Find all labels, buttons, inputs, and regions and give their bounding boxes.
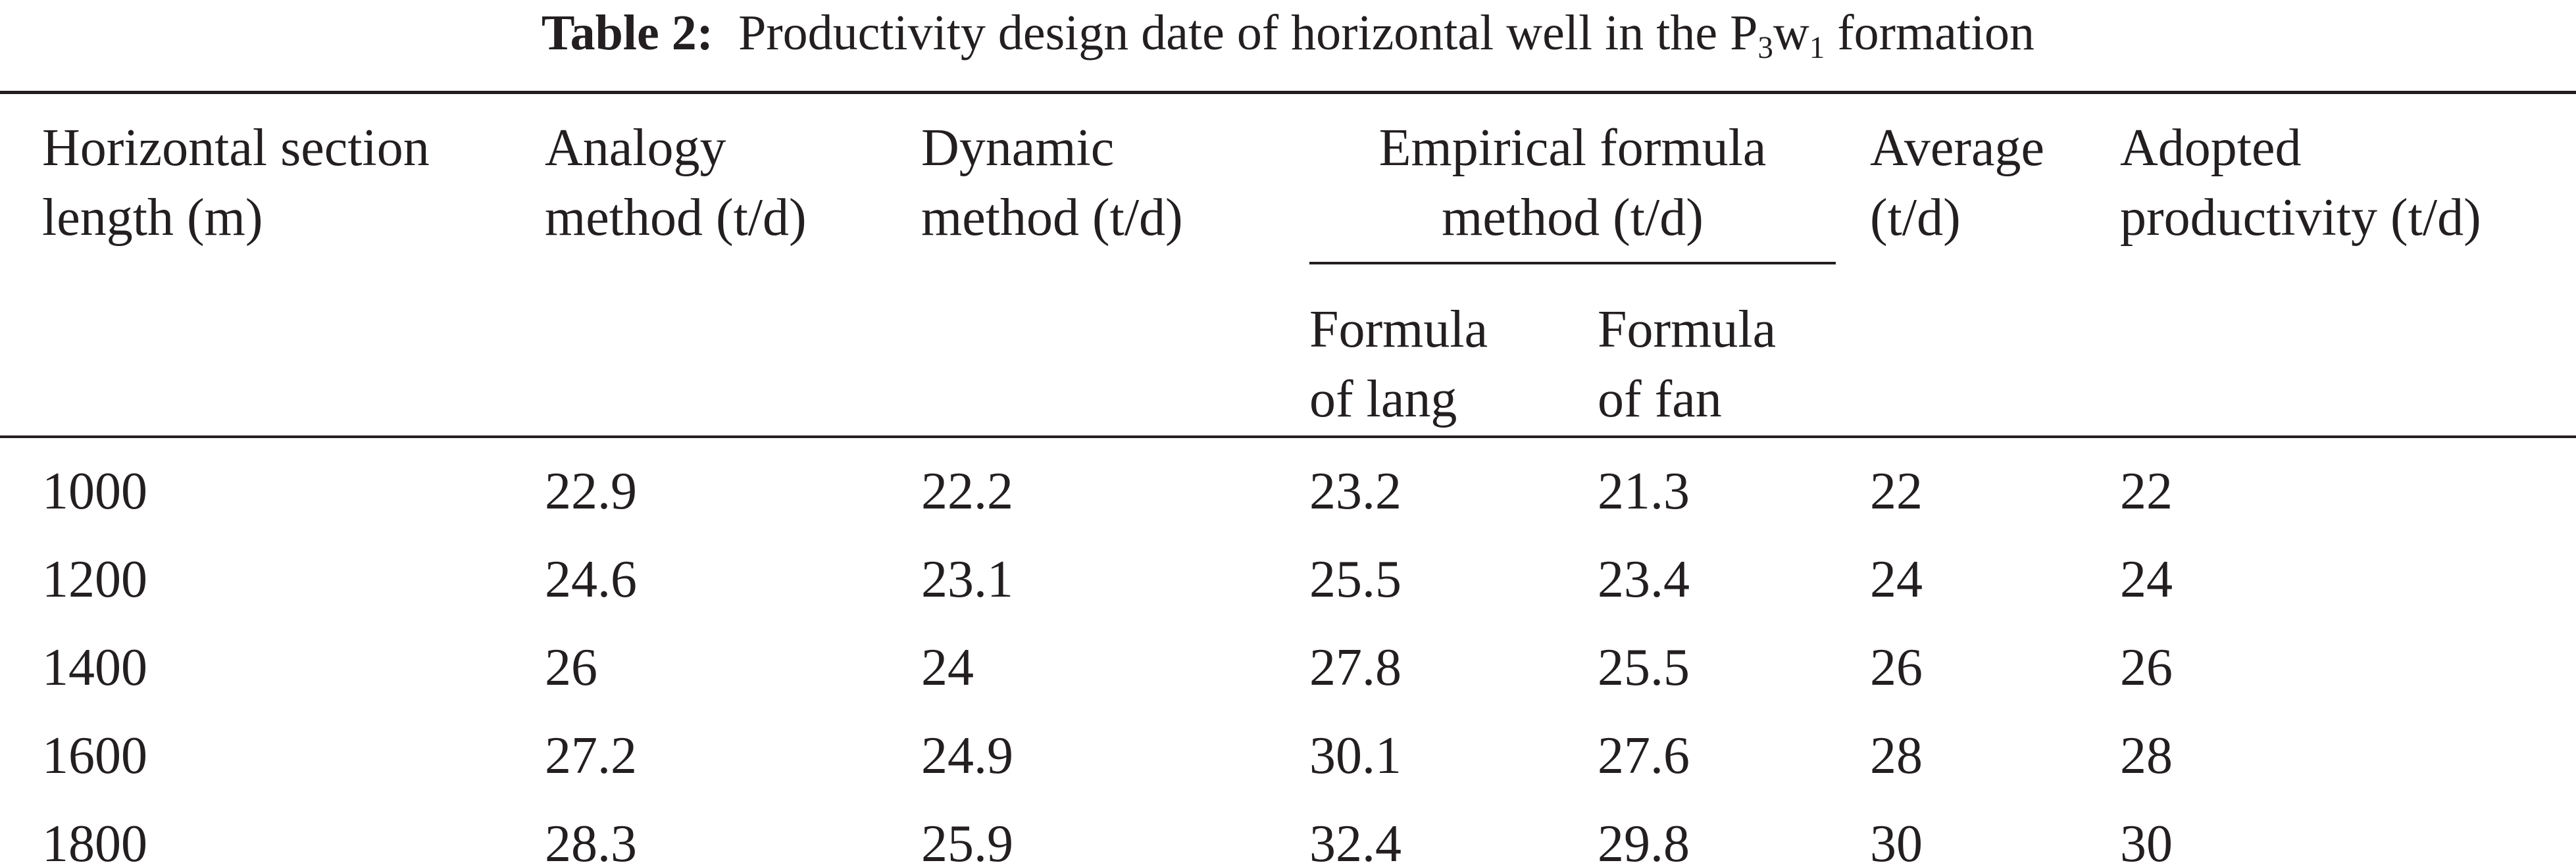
header-adopted-line2: productivity (t/d) — [2120, 189, 2481, 247]
header-dynamic-line2: method (t/d) — [921, 189, 1183, 247]
cell-average: 22 — [1870, 462, 1923, 520]
header-average-line1: Average — [1870, 119, 2044, 177]
cell-adopted: 30 — [2120, 815, 2173, 867]
header-dynamic-line1: Dynamic — [921, 119, 1115, 177]
cell-analogy: 26 — [545, 639, 597, 697]
empirical-spanner-rule — [1309, 262, 1836, 264]
cell-analogy: 27.2 — [545, 727, 637, 785]
caption-text-mid: w — [1773, 5, 1809, 61]
header-average — [1870, 113, 2044, 253]
header-lang — [1309, 295, 1488, 434]
header-fan-line1: Formula — [1598, 301, 1777, 359]
cell-length: 1400 — [42, 639, 147, 697]
cell-length: 1000 — [42, 462, 147, 520]
cell-lang: 23.2 — [1309, 462, 1402, 520]
header-length-line2: length (m) — [42, 189, 263, 247]
header-empirical-line1: Empirical formula — [1378, 119, 1767, 177]
table-caption — [0, 0, 2576, 66]
header-bottom-rule — [0, 435, 2576, 438]
cell-lang: 32.4 — [1309, 815, 1402, 867]
header-lang-line2: of lang — [1309, 370, 1457, 428]
header-length-line1: Horizontal section — [42, 119, 430, 177]
cell-fan: 23.4 — [1598, 551, 1690, 608]
cell-fan: 21.3 — [1598, 462, 1690, 520]
cell-dynamic: 22.2 — [921, 462, 1013, 520]
caption-text-after: formation — [1825, 5, 2035, 61]
caption-subscript-2: 1 — [1809, 31, 1825, 66]
cell-dynamic: 24.9 — [921, 727, 1013, 785]
cell-adopted: 28 — [2120, 727, 2173, 785]
cell-fan: 27.6 — [1598, 727, 1690, 785]
header-adopted-line1: Adopted — [2120, 119, 2302, 177]
cell-adopted: 26 — [2120, 639, 2173, 697]
header-analogy — [545, 113, 807, 253]
table-top-rule — [0, 91, 2576, 94]
cell-analogy: 28.3 — [545, 815, 637, 867]
header-empirical-line2: method (t/d) — [1442, 189, 1704, 247]
header-fan — [1598, 295, 1776, 434]
cell-dynamic: 23.1 — [921, 551, 1013, 608]
cell-average: 26 — [1870, 639, 1923, 697]
cell-fan: 25.5 — [1598, 639, 1690, 697]
cell-adopted: 22 — [2120, 462, 2173, 520]
cell-lang: 25.5 — [1309, 551, 1402, 608]
cell-length: 1800 — [42, 815, 147, 867]
caption-text-before: Productivity design date of horizontal well in the P — [738, 5, 1758, 61]
cell-adopted: 24 — [2120, 551, 2173, 608]
cell-average: 30 — [1870, 815, 1923, 867]
header-length — [42, 113, 430, 253]
cell-lang: 27.8 — [1309, 639, 1402, 697]
header-empirical — [1309, 113, 1836, 253]
cell-average: 28 — [1870, 727, 1923, 785]
caption-label: Table 2: — [541, 5, 714, 61]
cell-length: 1600 — [42, 727, 147, 785]
header-lang-line1: Formula — [1309, 301, 1488, 359]
header-dynamic — [921, 113, 1183, 253]
header-average-line2: (t/d) — [1870, 189, 1961, 247]
cell-average: 24 — [1870, 551, 1923, 608]
cell-length: 1200 — [42, 551, 147, 608]
cell-fan: 29.8 — [1598, 815, 1690, 867]
cell-dynamic: 24 — [921, 639, 974, 697]
header-fan-line2: of fan — [1598, 370, 1722, 428]
header-analogy-line2: method (t/d) — [545, 189, 807, 247]
cell-dynamic: 25.9 — [921, 815, 1013, 867]
cell-analogy: 22.9 — [545, 462, 637, 520]
cell-analogy: 24.6 — [545, 551, 637, 608]
cell-lang: 30.1 — [1309, 727, 1402, 785]
header-adopted — [2120, 113, 2481, 253]
header-analogy-line1: Analogy — [545, 119, 726, 177]
caption-subscript-1: 3 — [1757, 31, 1773, 66]
